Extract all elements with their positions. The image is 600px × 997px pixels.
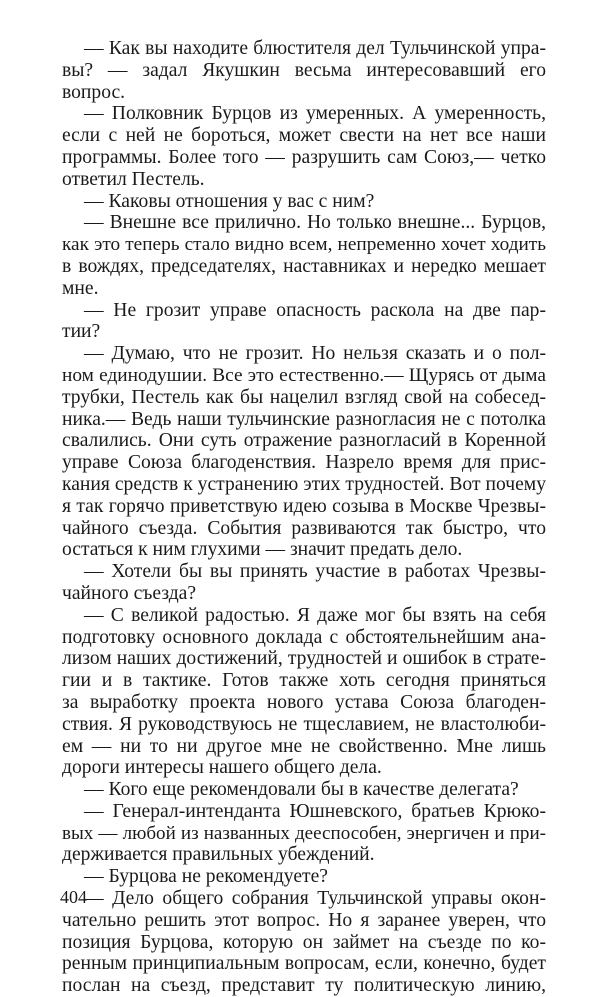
text-line: позиция Бурцова, которую он займет на съезде по ко- <box>62 931 546 953</box>
text-line: ствия. Я руководствуюсь не тщеславием, не властолюби- <box>62 713 546 735</box>
text-line: чайного съезда? <box>62 582 197 604</box>
text-line: чательно решить этот вопрос. Но я заранее уверен, что <box>62 909 546 931</box>
text-line: — Не грозит управе опасность раскола на две пар- <box>84 299 546 321</box>
page-text-body <box>62 38 546 997</box>
text-line: тии? <box>62 321 101 343</box>
text-line: — Кого еще рекомендовали бы в качестве делегата? <box>84 779 519 801</box>
text-line: подготовку основного доклада с обстоятельнейшим ана- <box>62 626 546 648</box>
text-line: в вождях, председателях, наставниках и нередко мешает <box>62 255 546 277</box>
text-line: программы. Более того — разрушить сам Союз,— четко <box>62 146 546 168</box>
page-number: 404 <box>60 887 87 907</box>
text-line: ренным принципиальным вопросам, если, конечно, будет <box>62 953 546 975</box>
text-line: — Хотели бы вы принять участие в работах Чрезвы- <box>84 561 546 583</box>
text-line: ном единодушии. Все это естественно.— Щурясь от дыма <box>62 364 546 386</box>
text-line: управе Союза благоденствия. Назрело время для прис- <box>62 452 546 474</box>
text-line: — Полковник Бурцов из умеренных. А умеренность, <box>84 103 546 125</box>
text-line: ника.— Ведь наши тульчинские разногласия не с потолка <box>62 408 546 430</box>
text-line: послан на съезд, представит ту политическую линию, <box>62 975 546 997</box>
text-line: вых — любой из названных дееспособен, энергичен и при- <box>62 822 546 844</box>
text-line: остаться к ним глухими — значит предать дело. <box>62 539 463 561</box>
text-line: гии и в тактике. Готов также хоть сегодня приняться <box>62 670 546 692</box>
text-line: — С великой радостью. Я даже мог бы взять на себя <box>84 604 546 626</box>
text-line: трубки, Пестель как бы нацелил взгляд свой на собесед- <box>62 386 546 408</box>
text-line: — Думаю, что не грозит. Но нельзя сказать и о пол- <box>84 343 546 365</box>
text-line: дороги интересы нашего общего дела. <box>62 757 382 779</box>
text-line: держивается правильных убеждений. <box>62 844 375 866</box>
text-line: — Внешне все прилично. Но только внешне... Бурцов, <box>84 212 546 234</box>
text-line: мне. <box>62 277 99 299</box>
text-line: лизом наших достижений, трудностей и ошибок в страте- <box>62 648 546 670</box>
text-line: вопрос. <box>62 81 126 103</box>
text-line: как это теперь стало видно всем, непременно хочет ходить <box>62 234 546 256</box>
text-line: — Генерал-интенданта Юшневского, братьев Крюко- <box>84 800 546 822</box>
text-line: за выработку проекта нового устава Союза благоден- <box>62 691 546 713</box>
text-line: кания средств к устранению этих трудностей. Вот почему <box>62 473 546 495</box>
text-line: свалились. Они суть отражение разногласий в Коренной <box>62 430 546 452</box>
text-line: ответил Пестель. <box>62 168 205 190</box>
text-line: — Как вы находите блюстителя дел Тульчинской упра- <box>84 38 546 59</box>
text-line: — Дело общего собрания Тульчинской управы окон- <box>84 888 546 910</box>
text-line: я так горячо приветствую идею созыва в Москве Чрезвы- <box>62 495 546 517</box>
text-line: ем — ни то ни другое мне не свойственно. Мне лишь <box>62 735 546 757</box>
text-line: — Каковы отношения у вас с ним? <box>84 190 375 212</box>
text-line: — Бурцова не рекомендуете? <box>84 866 328 888</box>
text-line: вы? — задал Якушкин весьма интересовавший его <box>62 59 546 81</box>
text-line: чайного съезда. События развиваются так быстро, что <box>62 517 546 539</box>
text-line: если с ней не бороться, может свести на нет все наши <box>62 125 546 147</box>
